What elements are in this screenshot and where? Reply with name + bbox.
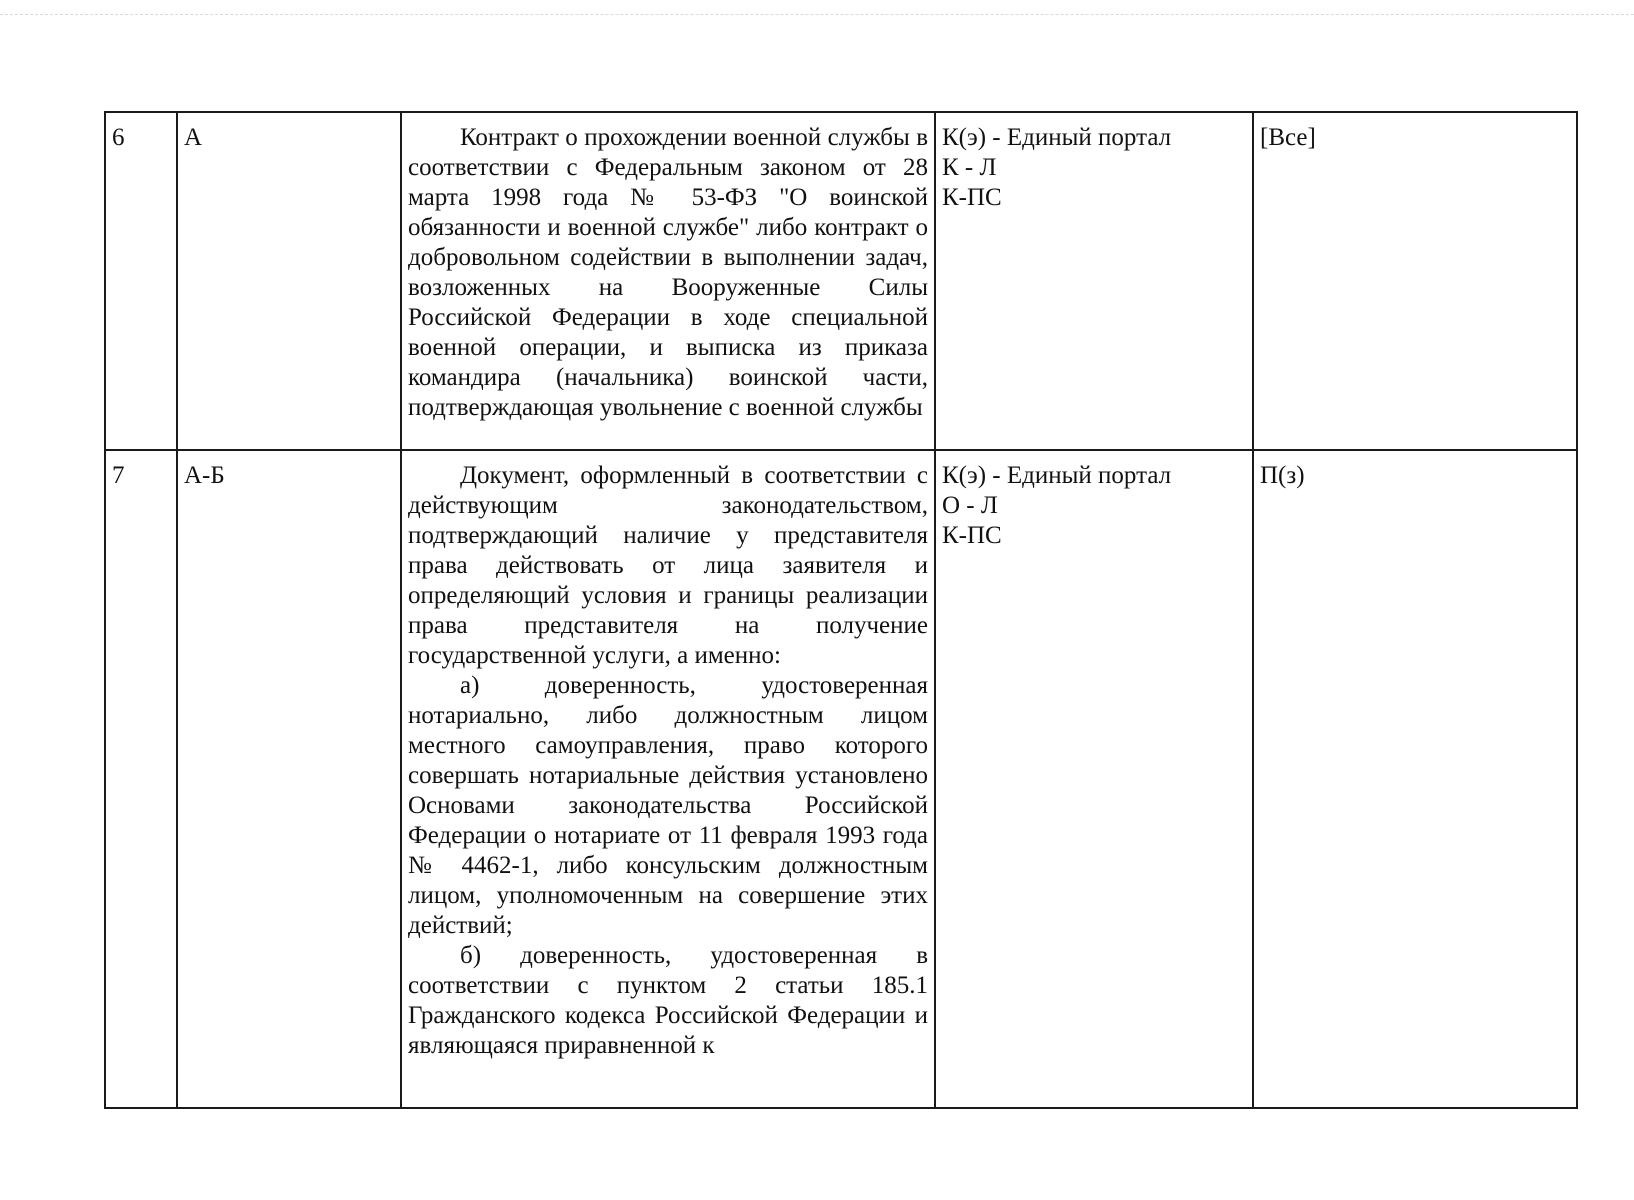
submission-method-line: О - Л — [942, 492, 998, 519]
document-description-cell — [401, 450, 935, 1108]
submission-method-line: К-ПС — [942, 184, 1002, 211]
document-paragraph: б) доверенность, удостоверенная в соответствии с пунктом 2 статьи 185.1 Гражданского кодекса Российской Федерации и являющаяся приравненной к — [408, 942, 928, 1059]
document-paragraph: Контракт о прохождении военной службы в соответствии с Федеральным законом от 28 марта 1998 года № 53-ФЗ "О воинской обязанности и военной службе" либо контракт о добровольном содействии в выполнении задач, возложенных на Вооруженные Силы Российской Федерации в ходе специальной военной операции, и выписка из приказа командира (начальника) воинской части, подтверждающая увольнение с военной службы — [408, 124, 928, 421]
applicant-category-cell — [177, 450, 401, 1108]
submission-method-cell — [935, 450, 1253, 1108]
document-paragraph: Документ, оформленный в соответствии с действующим законодательством, подтверждающий наличие у представителя права действовать от лица заявителя и определяющий условия и границы реализации права представителя на получение государственной услуги, а именно: — [408, 462, 928, 669]
document-paragraph: а) доверенность, удостоверенная нотариально, либо должностным лицом местного самоуправления, право которого совершать нотариальные действия установлено Основами законодательства Российской Федерации о нотариате от 11 февраля 1993 года № 4462-1, либо консульским должностным лицом, уполномоченным на совершение этих действий; — [408, 672, 928, 939]
row-number-cell — [105, 112, 177, 450]
row-number: 6 — [112, 124, 125, 151]
table-row — [105, 450, 1577, 1108]
table-row — [105, 112, 1577, 450]
applicability-cell — [1253, 450, 1577, 1108]
submission-method-line: К-ПС — [942, 522, 1002, 549]
submission-method-line: К(э) - Единый портал — [942, 124, 1172, 151]
document-description-cell — [401, 112, 935, 450]
applicability-value: П(з) — [1260, 462, 1305, 489]
row-number: 7 — [112, 462, 125, 489]
submission-method-cell — [935, 112, 1253, 450]
scan-edge-line — [0, 14, 1634, 15]
submission-method-line: К(э) - Единый портал — [942, 462, 1172, 489]
applicability-cell — [1253, 112, 1577, 450]
documents-table — [104, 111, 1578, 1109]
submission-method-line: К - Л — [942, 154, 997, 181]
row-number-cell — [105, 450, 177, 1108]
applicant-category: А — [184, 124, 203, 151]
applicant-category: А-Б — [184, 462, 225, 489]
applicant-category-cell — [177, 112, 401, 450]
applicability-value: [Все] — [1260, 124, 1316, 151]
